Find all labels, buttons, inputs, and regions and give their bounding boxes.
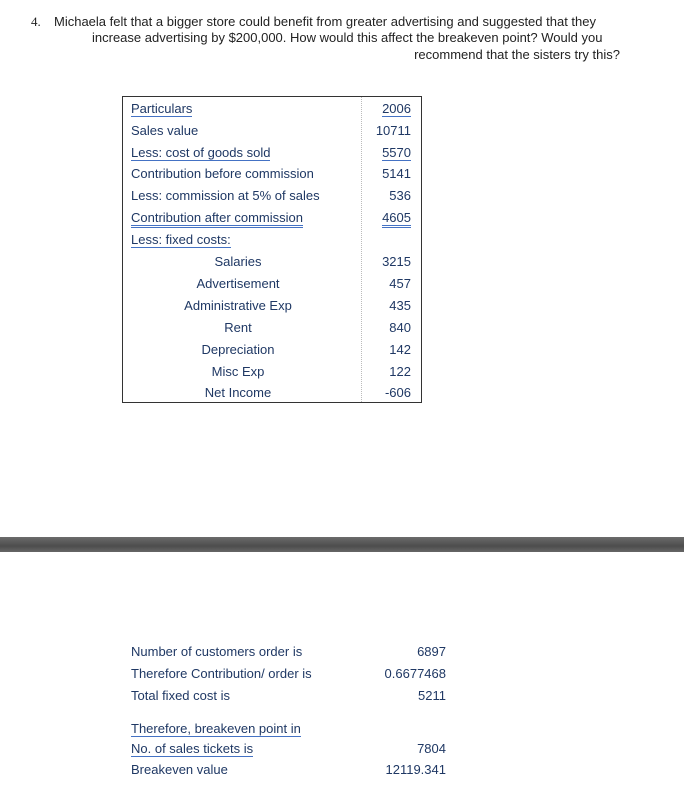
table-row [123,320,421,342]
row-value: 435 [389,298,411,313]
row-label: Sales value [131,123,199,138]
row-label: Less: fixed costs: [131,232,231,247]
header-particulars: Particulars [131,101,193,116]
table-row [123,385,421,407]
row-value: 536 [389,188,411,203]
table-row [123,210,421,232]
row-label: Contribution after commission [131,210,303,228]
calc-value: 12119.341 [385,762,446,777]
calc-label: Number of customers order is [131,644,303,659]
table-row [123,342,421,364]
row-label: Rent [224,320,252,335]
row-value: 10711 [375,123,411,138]
row-value: 3215 [382,254,411,269]
table-row [123,145,421,167]
row-label: Administrative Exp [184,298,292,313]
row-label: Depreciation [201,342,275,357]
income-statement-table [122,96,422,403]
table-row [123,166,421,188]
row-value: 142 [389,342,411,357]
table-row [123,364,421,386]
question-line-1: Michaela felt that a bigger store could benefit from greater advertising and suggested that they [54,14,596,29]
row-label: Advertisement [196,276,280,291]
row-label: Less: commission at 5% of sales [131,188,320,203]
calc-label: Breakeven value [131,762,228,777]
row-label: Contribution before commission [131,166,314,181]
header-year: 2006 [382,101,411,116]
calc-value: 6897 [417,644,446,659]
question-line-2: increase advertising by $200,000. How would this affect the breakeven point? Would you [92,30,603,45]
table-row [123,254,421,276]
calc-label: Therefore, breakeven point in [131,721,301,736]
row-value: 122 [389,364,411,379]
table-row [123,123,421,145]
row-label: Salaries [214,254,262,269]
table-header-row [123,101,421,123]
page-divider-bar [0,537,684,552]
question-line-3: recommend that the sisters try this? [414,47,620,62]
row-label: Misc Exp [211,364,265,379]
calc-label: Therefore Contribution/ order is [131,666,312,681]
row-value: 457 [389,276,411,291]
question-number: 4. [31,14,41,29]
calc-value: 7804 [417,741,446,756]
row-value: 5570 [382,145,411,160]
table-row [123,188,421,210]
table-row [123,276,421,298]
row-value: 4605 [382,210,411,228]
table-row [123,232,421,254]
row-value: -606 [384,385,411,400]
row-value: 840 [389,320,411,335]
calc-value: 0.6677468 [384,666,446,681]
calc-value: 5211 [418,688,446,703]
row-label: Net Income [204,385,272,400]
calc-label: Total fixed cost is [131,688,230,703]
table-row [123,298,421,320]
row-label: Less: cost of goods sold [131,145,271,160]
row-value: 5141 [382,166,411,181]
calc-label: No. of sales tickets is [131,741,254,756]
